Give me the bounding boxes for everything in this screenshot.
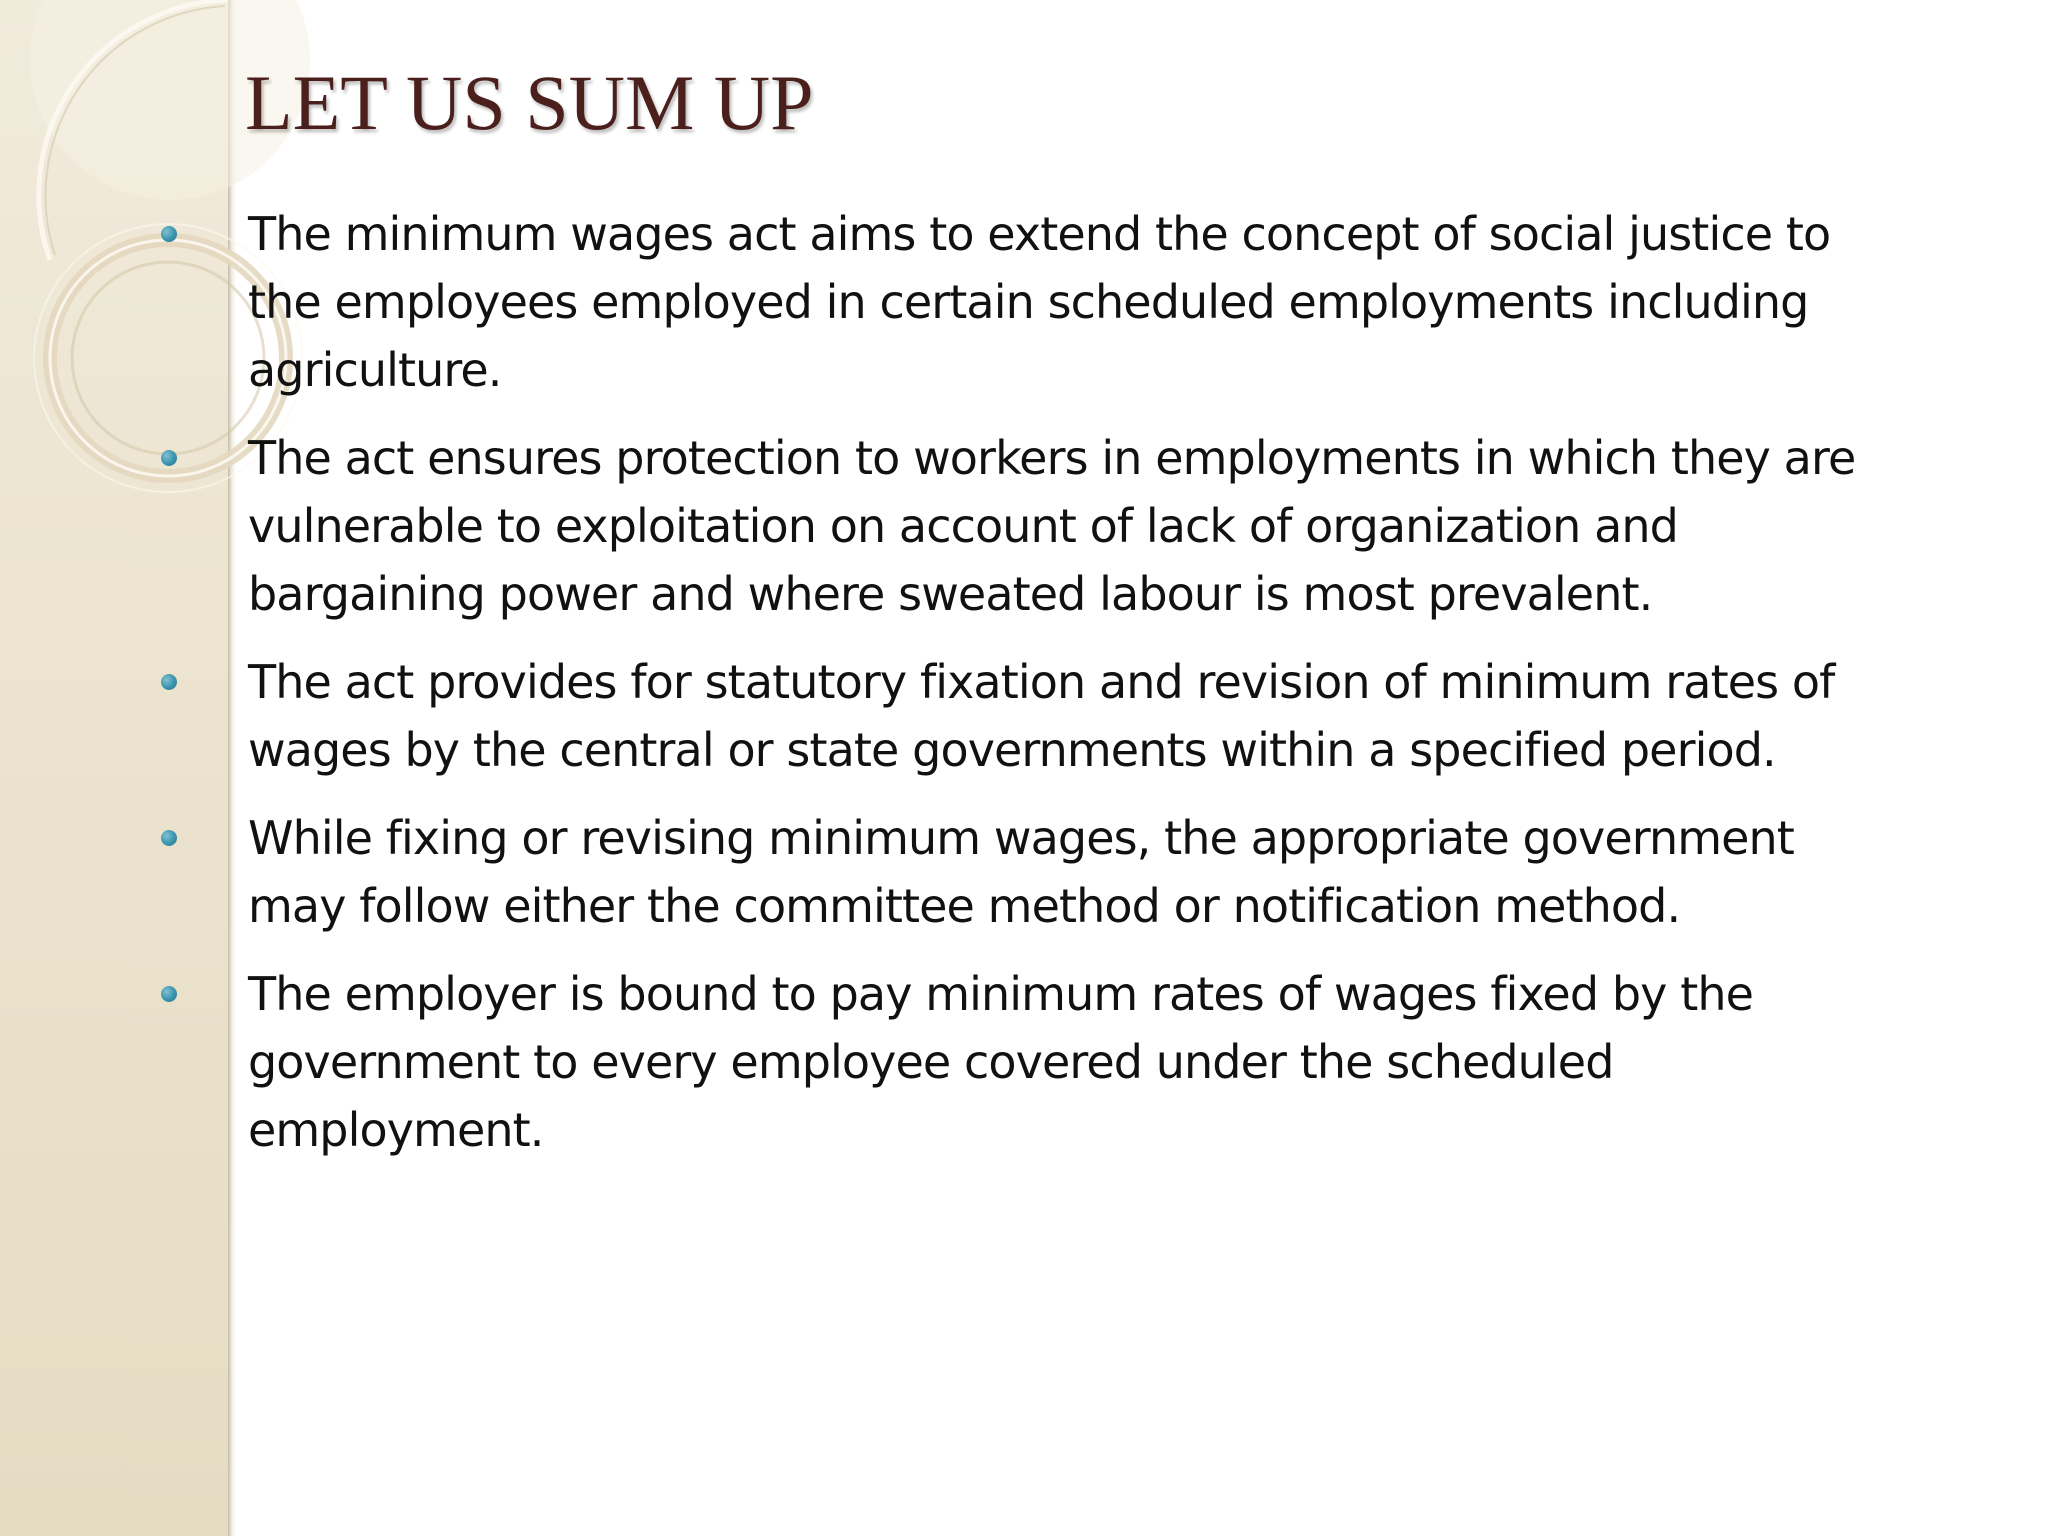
bullet-text: While fixing or revising minimum wages, the appropriate government may follow either the committee method or notification method. — [248, 811, 1794, 933]
bullet-dot-icon — [161, 450, 177, 466]
bullet-text: The employer is bound to pay minimum rates of wages fixed by the government to every employee covered under the scheduled employment. — [248, 967, 1753, 1157]
bullet-item — [0, 648, 1880, 784]
bullet-item — [0, 200, 1880, 404]
bullet-dot-icon — [161, 226, 177, 242]
bullet-text: The act ensures protection to workers in employments in which they are vulnerable to exploitation on account of lack of organization and bargaining power and where sweated labour is most prevalent. — [248, 431, 1856, 621]
bullet-dot-icon — [161, 986, 177, 1002]
slide-title: LET US SUM UP — [245, 59, 814, 146]
bullet-dot-icon — [161, 674, 177, 690]
bullet-dot-icon — [161, 830, 177, 846]
bullet-item — [0, 424, 1880, 628]
bullet-item — [0, 960, 1880, 1164]
bullet-item — [0, 804, 1880, 940]
bullet-list — [0, 200, 1880, 1184]
bullet-text: The act provides for statutory fixation and revision of minimum rates of wages by the central or state governments within a specified period. — [248, 655, 1835, 777]
bullet-text: The minimum wages act aims to extend the concept of social justice to the employees employed in certain scheduled employments including agriculture. — [248, 207, 1831, 397]
